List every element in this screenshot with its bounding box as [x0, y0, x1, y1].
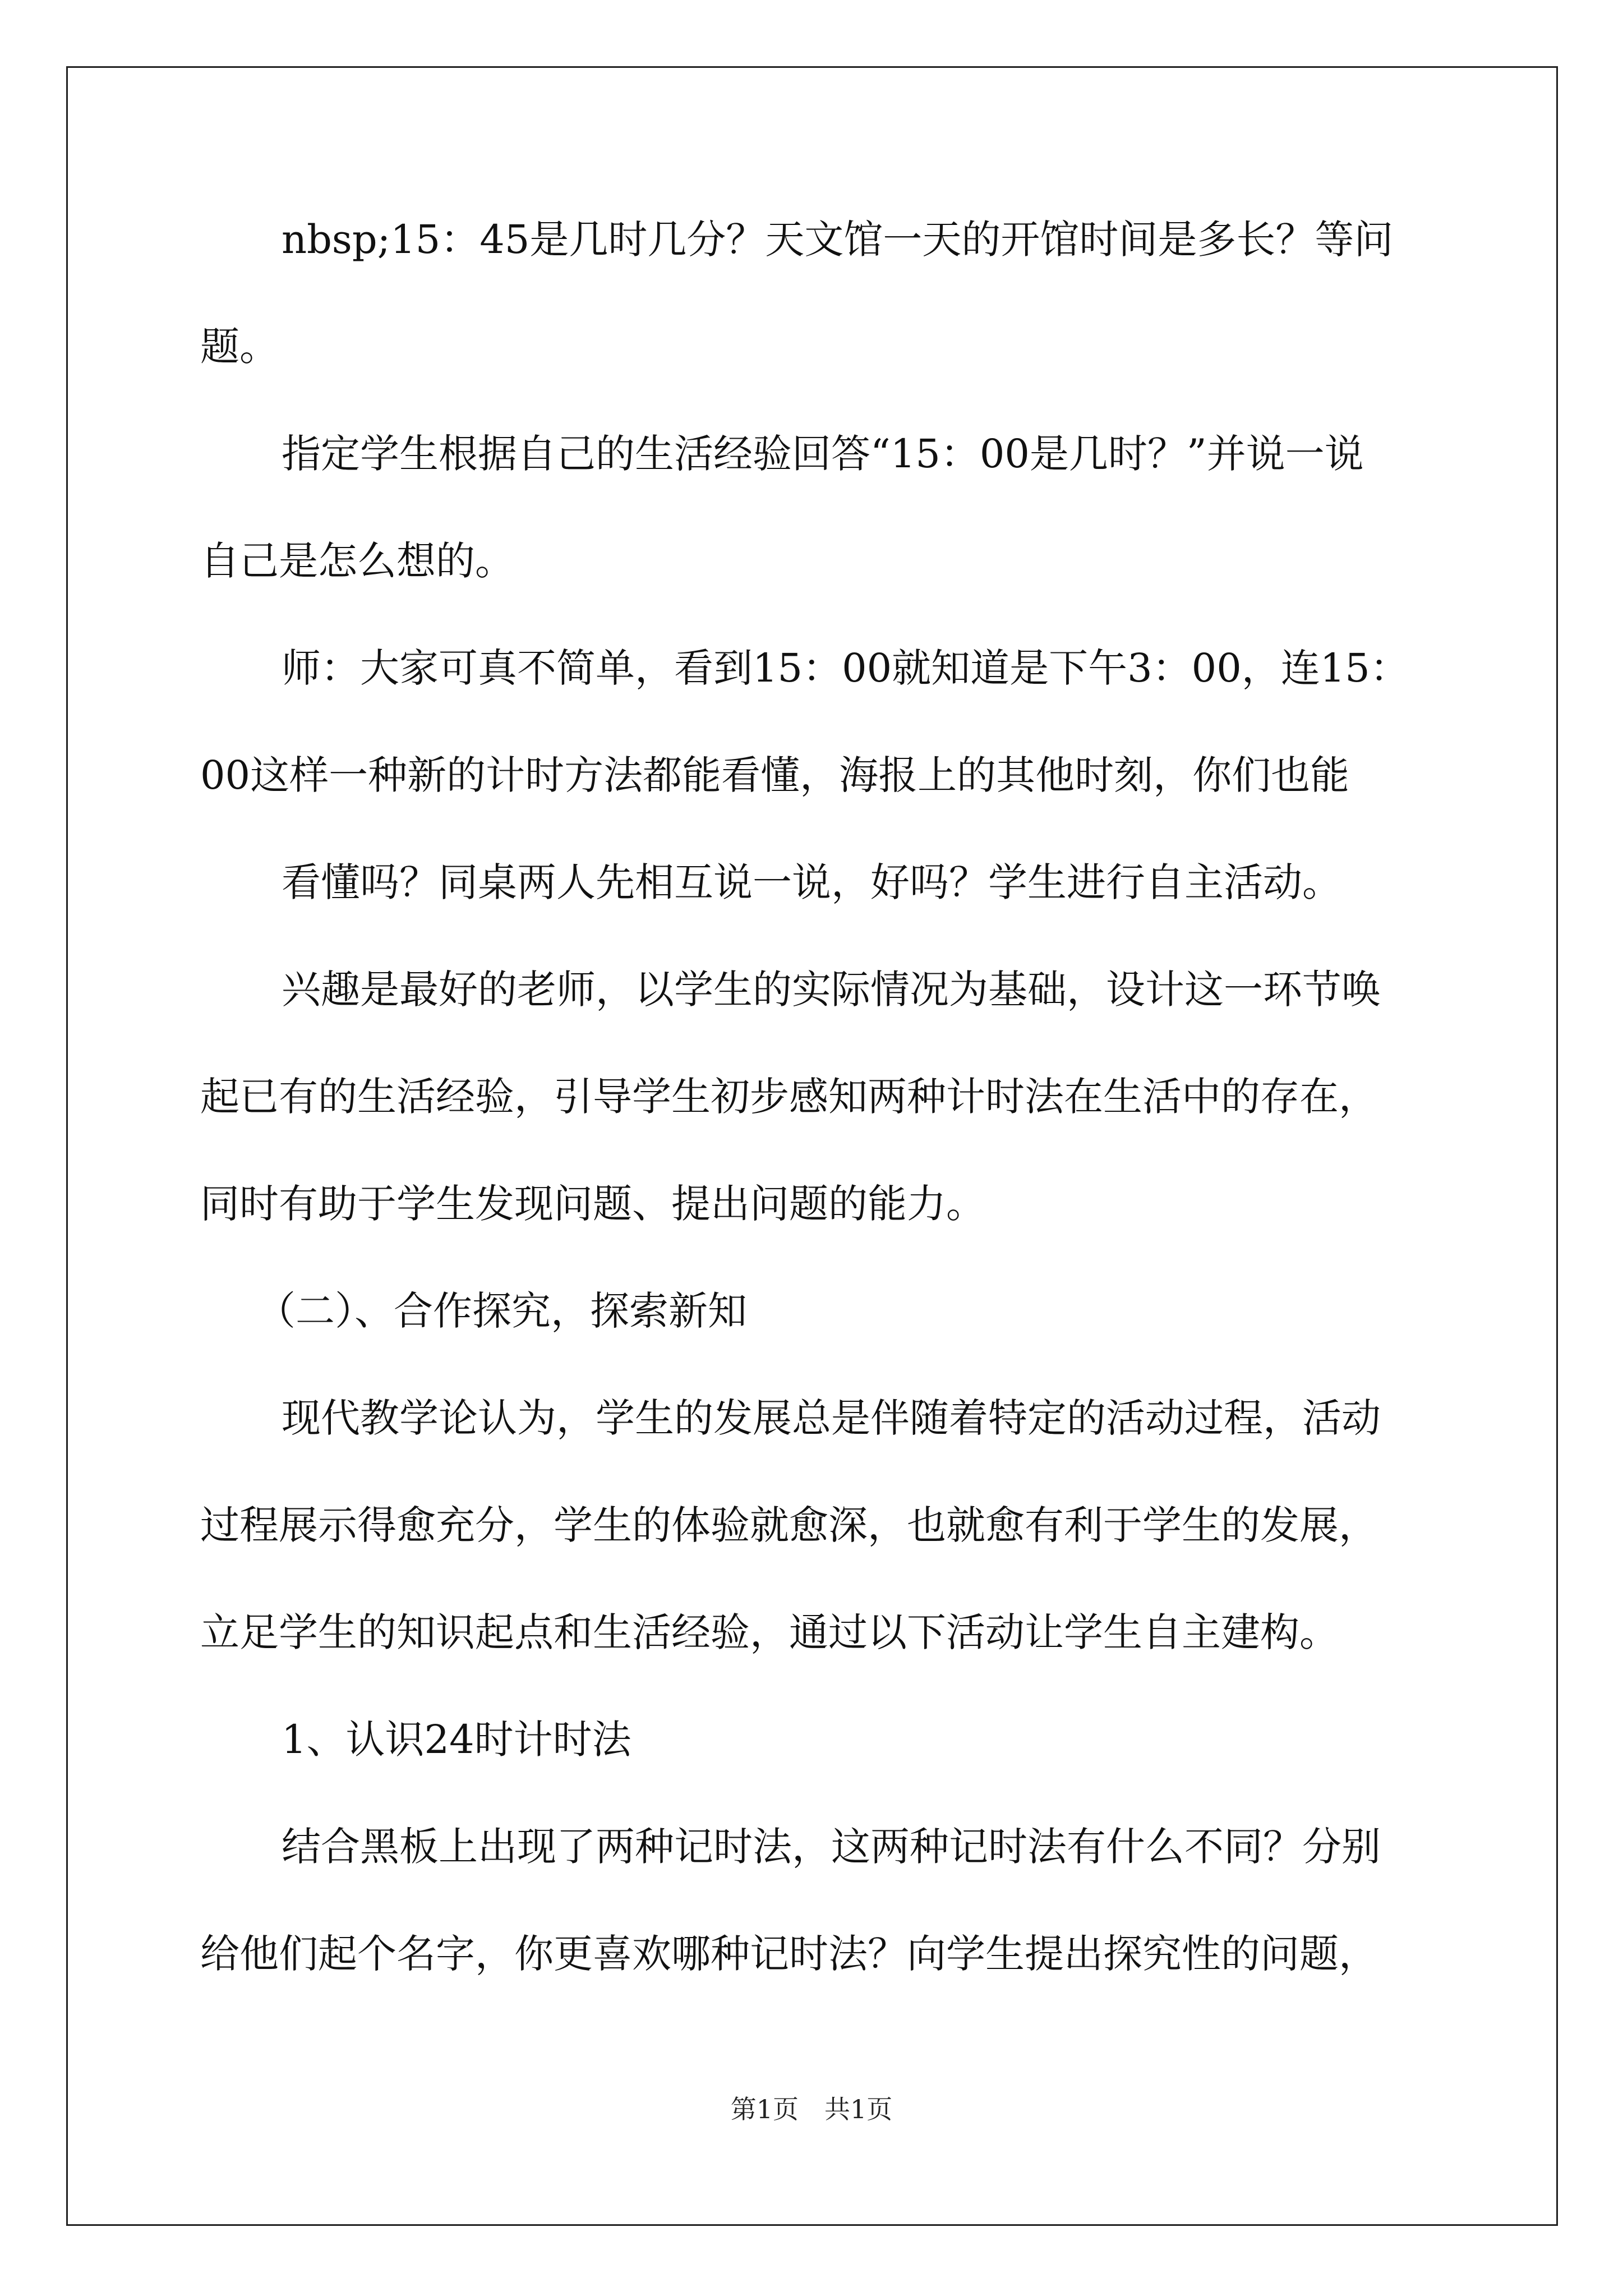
paragraph-line: 同时有助于学生发现问题、提出问题的能力。: [200, 1181, 985, 1227]
page-footer: 第1页 共1页: [730, 2094, 893, 2124]
paragraph-line: 给他们起个名字，你更喜欢哪种记时法？向学生提出探究性的问题，: [200, 1931, 1378, 1977]
section-heading: （二）、合作探究，探索新知: [256, 1288, 747, 1334]
paragraph-line: 00这样一种新的计时方法都能看懂，海报上的其他时刻，你们也能: [200, 752, 1350, 798]
paragraph-line: 立足学生的知识起点和生活经验，通过以下活动让学生自主建构。: [200, 1609, 1339, 1655]
paragraph-line: 现代教学论认为，学生的发展总是伴随着特定的活动过程，活动: [282, 1395, 1381, 1441]
paragraph-line: 题。: [200, 324, 279, 370]
paragraph-line: 师：大家可真不简单，看到15：00就知道是下午3：00，连15：: [282, 645, 1409, 691]
paragraph-line: 指定学生根据自己的生活经验回答“15：00是几时？”并说一说: [282, 431, 1364, 477]
paragraph-line: 自己是怎么想的。: [200, 538, 514, 584]
paragraph-line: 结合黑板上出现了两种记时法，这两种记时法有什么不同？分别: [282, 1824, 1381, 1870]
paragraph-line: 起已有的生活经验，引导学生初步感知两种计时法在生活中的存在，: [200, 1074, 1378, 1120]
paragraph-line: nbsp;15：45是几时几分？天文馆一天的开馆时间是多长？等问: [282, 217, 1394, 263]
subsection-heading: 1、认识24时计时法: [282, 1717, 631, 1763]
paragraph-line: 看懂吗？同桌两人先相互说一说，好吗？学生进行自主活动。: [282, 859, 1341, 905]
paragraph-line: 兴趣是最好的老师，以学生的实际情况为基础，设计这一环节唤: [282, 967, 1381, 1013]
paragraph-line: 过程展示得愈充分，学生的体验就愈深，也就愈有利于学生的发展，: [200, 1502, 1378, 1548]
document-body: [200, 213, 1434, 2035]
